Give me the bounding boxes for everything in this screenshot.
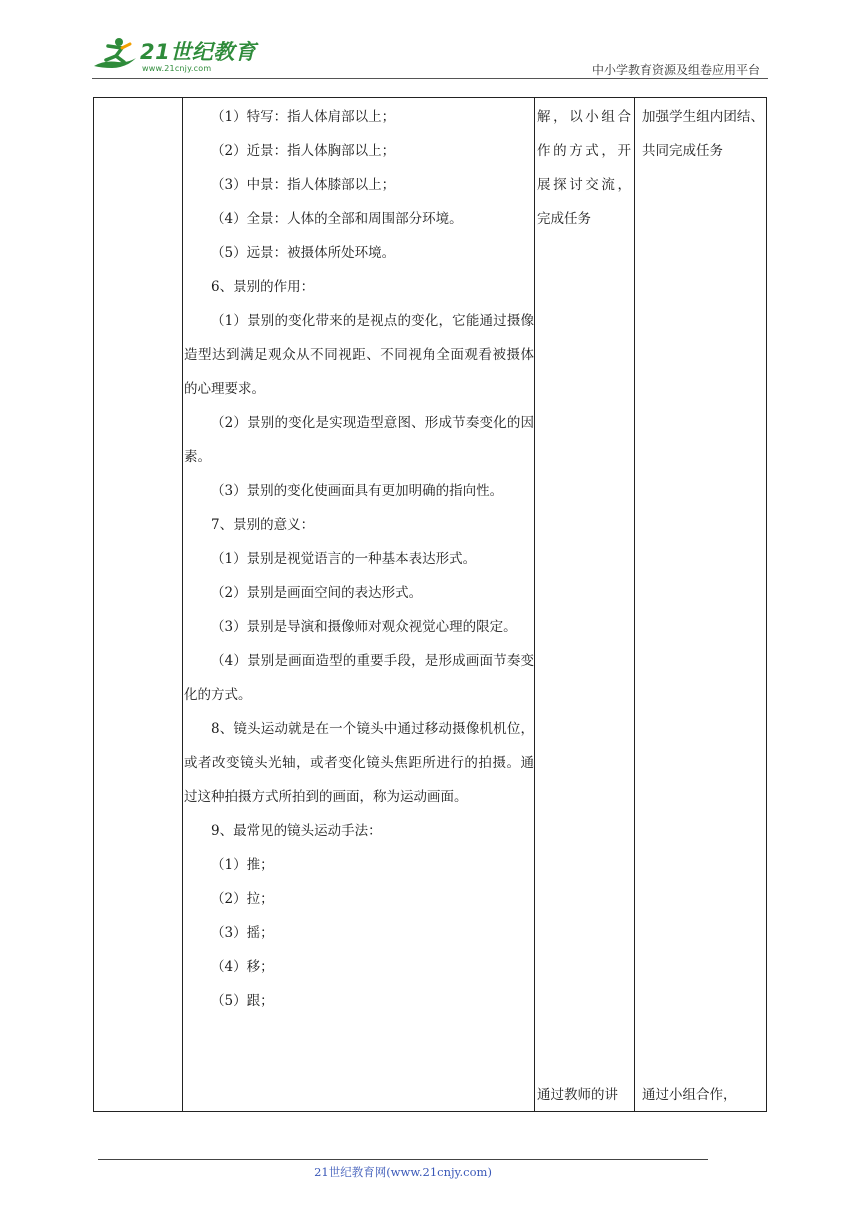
content-paragraph: （3）景别的变化使画面具有更加明确的指向性。 — [211, 483, 504, 499]
content-paragraph: （4）全景：人体的全部和周围部分环境。 — [211, 211, 463, 227]
content-paragraph: （4）景别是画面造型的重要手段，是形成画面节奏变化的方式。 — [184, 653, 534, 703]
content-list-item: （2）拉； — [211, 891, 274, 907]
footer-divider — [98, 1159, 708, 1160]
content-paragraph: （2）景别是画面空间的表达形式。 — [211, 585, 423, 601]
runner-logo-icon — [92, 36, 138, 76]
design-intent-text: 加强学生组内团结、共同完成任务 — [642, 109, 764, 159]
content-paragraph: （1）景别的变化带来的是视点的变化，它能通过摄像造型达到满足观众从不同视距、不同视角全面观看被摄体的心理要求。 — [184, 313, 534, 397]
content-paragraph: 8、镜头运动就是在一个镜头中通过移动摄像机机位，或者改变镜头光轴，或者变化镜头焦距所进行的拍摄。通过这种拍摄方式所拍到的画面，称为运动画面。 — [184, 721, 534, 805]
student-activity-cell — [537, 100, 631, 236]
header-divider — [92, 78, 768, 79]
content-heading: 6、景别的作用： — [211, 279, 315, 295]
content-paragraph: （1）景别是视觉语言的一种基本表达形式。 — [211, 551, 477, 567]
content-heading: 9、最常见的镜头运动手法： — [211, 823, 382, 839]
column-divider-2 — [534, 98, 535, 1111]
site-logo[interactable] — [92, 34, 262, 78]
content-list-item: （1）推； — [211, 857, 274, 873]
content-paragraph: （2）景别的变化是实现造型意图、形成节奏变化的因素。 — [184, 415, 534, 465]
lesson-table — [93, 97, 767, 1112]
footer-link[interactable]: 21世纪教育网(www.21cnjy.com) — [314, 1165, 492, 1179]
column-divider-3 — [634, 98, 635, 1111]
column-divider-1 — [182, 98, 183, 1111]
logo-text: 21世纪教育 — [140, 40, 257, 64]
content-paragraph: （3）中景：指人体膝部以上； — [211, 177, 396, 193]
content-list-item: （4）移； — [211, 959, 274, 975]
content-paragraph: （2）近景：指人体胸部以上； — [211, 143, 396, 159]
content-paragraph: （3）景别是导演和摄像师对观众视觉心理的限定。 — [211, 619, 517, 635]
platform-title: 中小学教育资源及组卷应用平台 — [591, 63, 760, 77]
teaching-content — [184, 98, 534, 1018]
design-intent-cell-2 — [642, 1078, 764, 1112]
content-list-item: （5）跟； — [211, 993, 274, 1009]
student-activity-cell-2 — [537, 1078, 631, 1112]
page-header — [92, 30, 768, 80]
content-heading: 7、景别的意义： — [211, 517, 315, 533]
content-list-item: （3）摇； — [211, 925, 274, 941]
logo-url: www.21cnjy.com — [142, 64, 212, 73]
design-intent-text-2: 通过小组合作， — [642, 1087, 737, 1103]
student-activity-text: 解，以小组合作的方式，开展探讨交流，完成任务 — [537, 109, 631, 227]
content-paragraph: （5）远景：被摄体所处环境。 — [211, 245, 396, 261]
design-intent-cell — [642, 100, 764, 168]
student-activity-text-2: 通过教师的讲 — [537, 1087, 618, 1103]
content-paragraph: （1）特写：指人体肩部以上； — [211, 109, 396, 125]
